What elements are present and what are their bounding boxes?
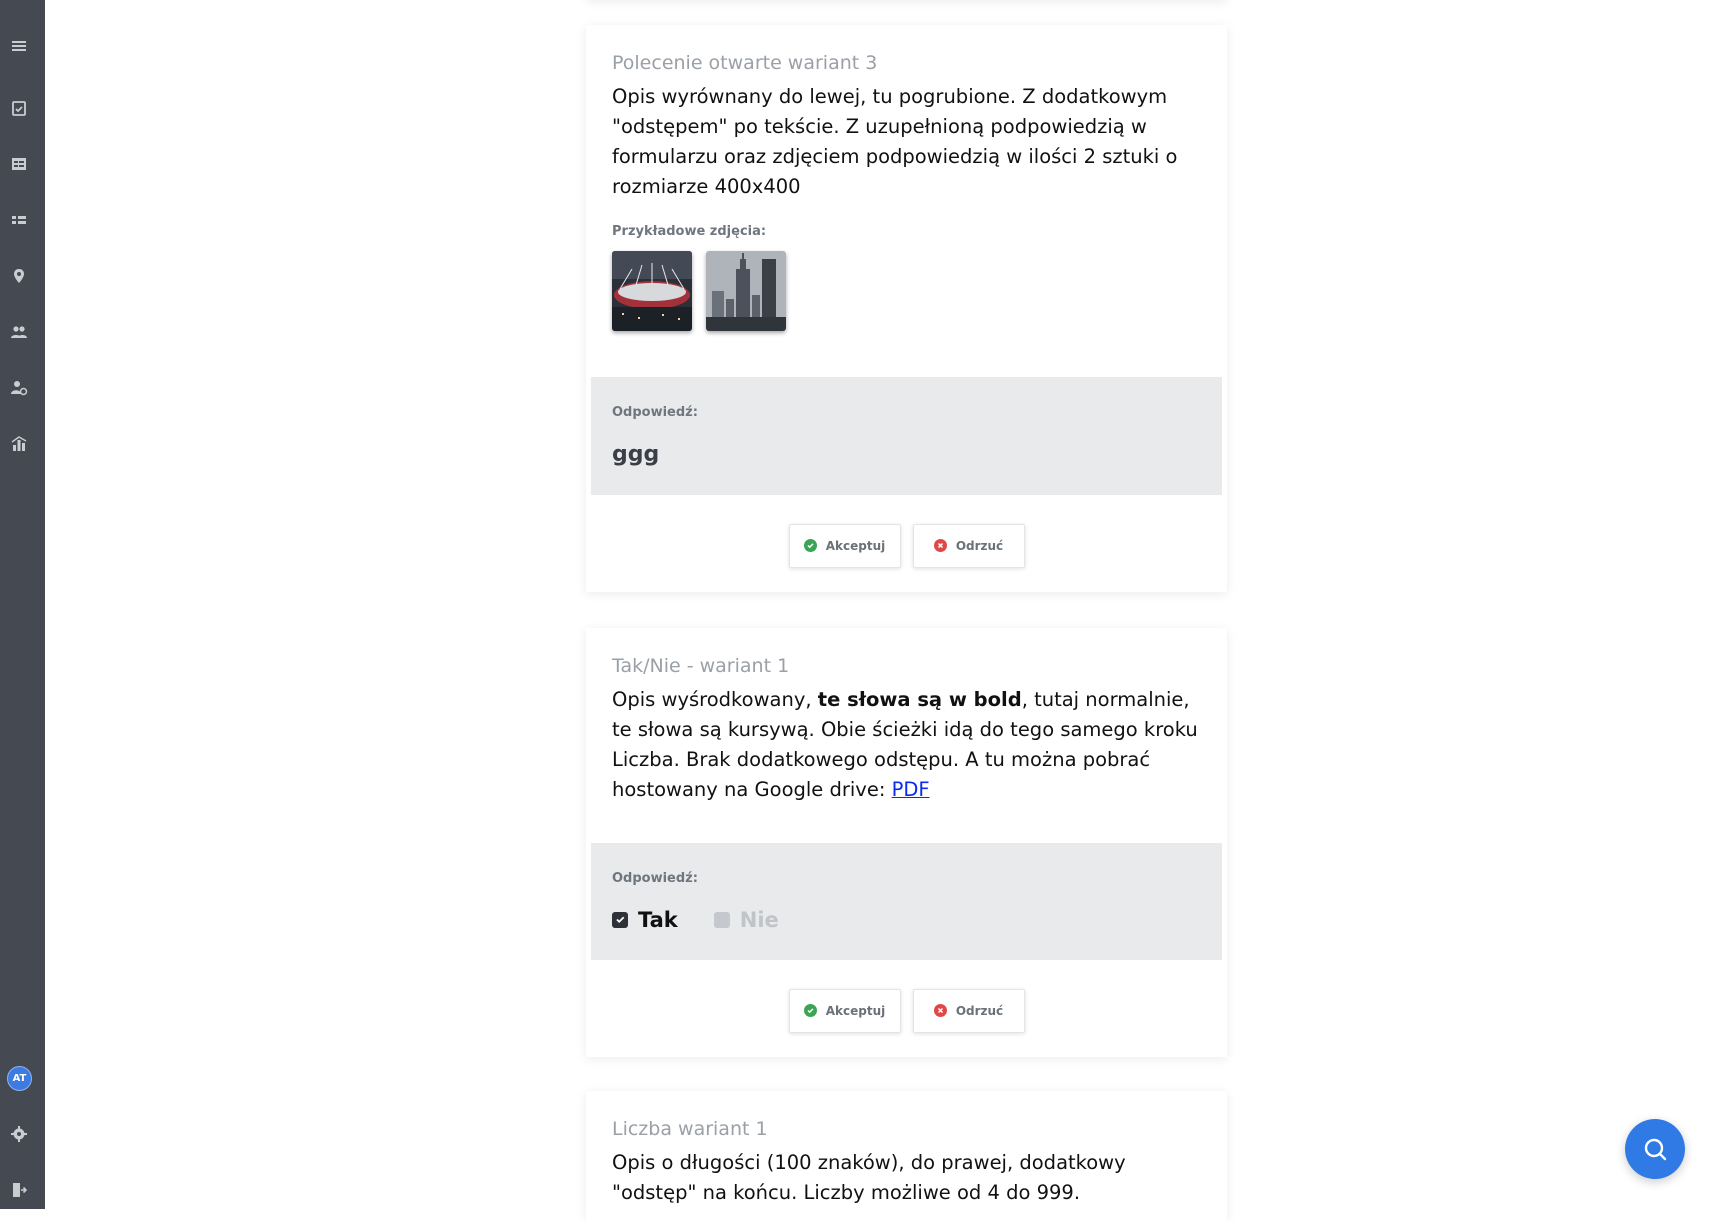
question-description (612, 685, 1201, 805)
reject-label: Odrzuć (955, 538, 1004, 553)
answer-box (591, 843, 1222, 960)
logout-icon[interactable] (8, 1179, 30, 1201)
sample-photo-stadium[interactable] (612, 251, 692, 331)
photos-label: Przykładowe zdjęcia: (612, 223, 767, 239)
sidebar (0, 0, 45, 1209)
answer-label: Odpowiedź: (612, 404, 698, 420)
checkbox-checked-icon (612, 912, 628, 928)
yes-option (612, 908, 678, 932)
actions (586, 960, 1227, 1057)
tasks-icon[interactable] (8, 97, 30, 119)
actions (586, 495, 1227, 592)
no-label: Nie (739, 907, 779, 932)
question-card-number (586, 1091, 1227, 1221)
users-icon[interactable] (8, 321, 30, 343)
question-description: Opis o długości (100 znaków), do prawej, dodatkowy "odstęp" na końcu. Liczby możliwe od 4 do 999. (612, 1150, 1126, 1204)
user-settings-icon[interactable] (8, 377, 30, 399)
answer-value: ggg (612, 441, 660, 467)
yes-no-options (612, 908, 1201, 932)
answer-label: Odpowiedź: (612, 870, 698, 886)
location-icon[interactable] (8, 265, 30, 287)
question-title: Liczba wariant 1 (612, 1118, 768, 1140)
check-icon (804, 539, 817, 552)
question-title: Tak/Nie - wariant 1 (612, 655, 790, 677)
description-bold: te słowa są w bold (817, 687, 1022, 711)
search-icon (1642, 1136, 1668, 1162)
check-icon (804, 1004, 817, 1017)
description-text: , tutaj normalnie, te słowa są kursywą. Obie ścieżki idą do tego samego kroku Liczba. Brak dodatkowego odstępu. A tu można pobrać hostowany na Google drive: (612, 687, 1198, 801)
close-icon (934, 1004, 947, 1017)
accept-label: Akceptuj (825, 538, 886, 553)
sample-photo-city[interactable] (706, 251, 786, 331)
main-content (45, 0, 1711, 1209)
accept-button[interactable] (789, 524, 901, 568)
question-card-open (586, 25, 1227, 592)
help-search-button[interactable] (1625, 1119, 1685, 1179)
table-icon[interactable] (8, 153, 30, 175)
gear-icon[interactable] (8, 1123, 30, 1145)
accept-label: Akceptuj (825, 1003, 886, 1018)
answer-box (591, 377, 1222, 495)
photos-list (612, 251, 1201, 331)
question-title: Polecenie otwarte wariant 3 (612, 52, 878, 74)
avatar[interactable]: AT (7, 1066, 32, 1091)
accept-button[interactable] (789, 989, 901, 1033)
yes-label: Tak (638, 907, 678, 932)
no-option (714, 908, 779, 932)
menu-icon[interactable] (8, 35, 30, 57)
flow-icon[interactable] (8, 209, 30, 231)
reject-button[interactable] (913, 524, 1025, 568)
reject-button[interactable] (913, 989, 1025, 1033)
pdf-link[interactable]: PDF (891, 777, 930, 801)
description-text: Opis wyśrodkowany, (612, 687, 818, 711)
question-card-yes-no (586, 628, 1227, 1057)
stats-icon[interactable] (8, 433, 30, 455)
checkbox-unchecked-icon (714, 912, 730, 928)
reject-label: Odrzuć (955, 1003, 1004, 1018)
question-description: Opis wyrównany do lewej, tu pogrubione. Z dodatkowym "odstępem" po tekście. Z uzupełnioną podpowiedzią w formularzu oraz zdjęciem podpowiedzią w ilości 2 sztuki o rozmiarze 400x400 (612, 84, 1178, 198)
close-icon (934, 539, 947, 552)
